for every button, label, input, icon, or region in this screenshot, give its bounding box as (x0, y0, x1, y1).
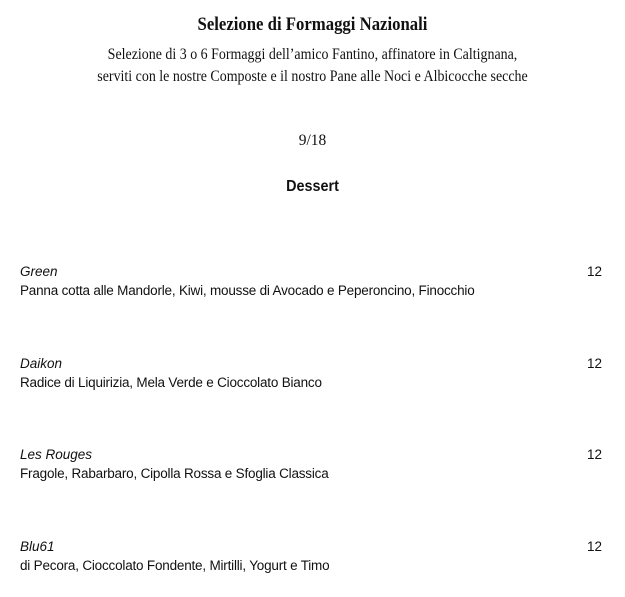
menu-item-name: Blu61 (20, 539, 55, 554)
cheese-price: 9/18 (298, 132, 327, 149)
menu-item-daikon (20, 355, 605, 393)
dessert-section-title: Dessert (286, 178, 339, 195)
cheese-description-line-1: Selezione di 3 o 6 Formaggi dell’amico Fantino, affinatore in Caltignana, (107, 46, 518, 63)
cheese-section-title: Selezione di Formaggi Nazionali (197, 14, 428, 35)
menu-item-name: Green (20, 264, 58, 279)
menu-item-price: 12 (586, 539, 602, 554)
menu-item-price: 12 (586, 356, 602, 371)
menu-item-description: di Pecora, Cioccolato Fondente, Mirtilli, Yogurt e Timo (20, 558, 330, 573)
menu-item-blu61 (20, 538, 605, 576)
menu-item-description: Panna cotta alle Mandorle, Kiwi, mousse di Avocado e Peperoncino, Finocchio (20, 283, 475, 298)
menu-item-name: Daikon (20, 356, 63, 371)
menu-item-description: Radice di Liquirizia, Mela Verde e Cioccolato Bianco (20, 375, 322, 390)
cheese-description (31, 44, 594, 88)
menu-item-name: Les Rouges (20, 447, 93, 462)
cheese-description-line-2: serviti con le nostre Composte e il nostro Pane alle Noci e Albicocche secche (97, 68, 528, 85)
menu-item-les-rouges (20, 446, 605, 484)
menu-item-description: Fragole, Rabarbaro, Cipolla Rossa e Sfoglia Classica (20, 466, 329, 481)
menu-item-price: 12 (586, 447, 602, 462)
menu-item-green (20, 263, 605, 301)
menu-item-price: 12 (586, 264, 602, 279)
